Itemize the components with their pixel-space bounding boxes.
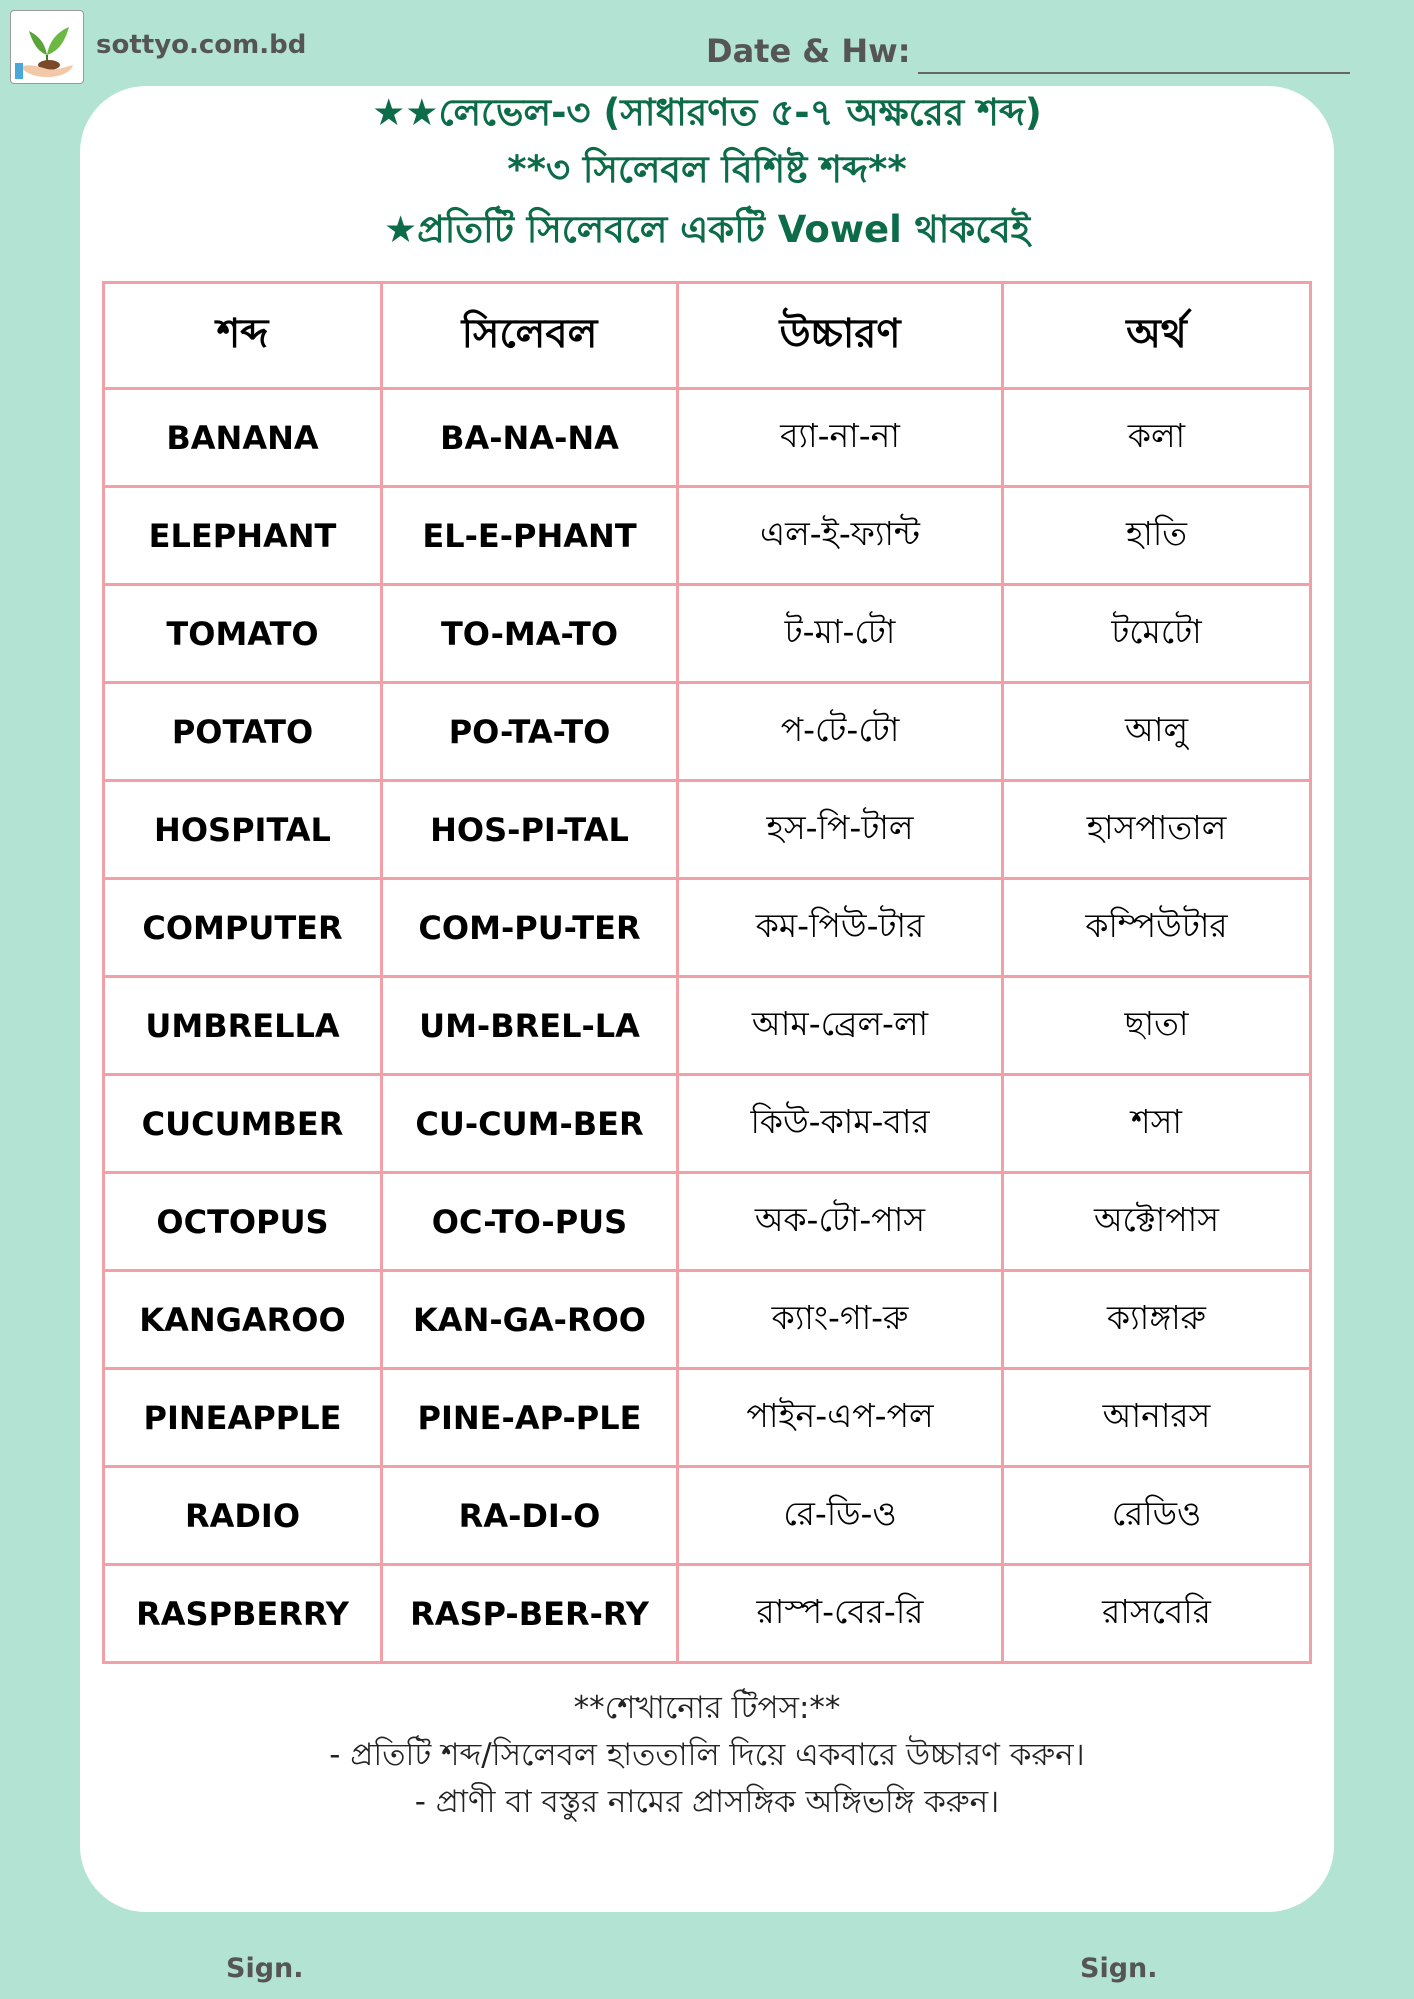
cell-syllable: PINE-AP-PLE <box>382 1369 678 1467</box>
cell-word: TOMATO <box>104 585 382 683</box>
table-row <box>104 1565 1311 1663</box>
cell-meaning: ছাতা <box>1003 977 1311 1075</box>
cell-meaning: রেডিও <box>1003 1467 1311 1565</box>
sign-left: Sign. <box>226 1953 304 1984</box>
syllable-table <box>102 281 1312 1664</box>
table-row <box>104 879 1311 977</box>
tips-line-clap: - প্রতিটি শব্দ/সিলেবল হাততালি দিয়ে একবারে উচ্চারণ করুন। <box>329 1737 1085 1773</box>
cell-word: CUCUMBER <box>104 1075 382 1173</box>
table-row <box>104 487 1311 585</box>
cell-meaning: রাসবেরি <box>1003 1565 1311 1663</box>
cell-syllable: HOS-PI-TAL <box>382 781 678 879</box>
cell-word: POTATO <box>104 683 382 781</box>
cell-pronunciation: প-টে-টো <box>678 683 1003 781</box>
cell-word: KANGAROO <box>104 1271 382 1369</box>
table-row <box>104 1369 1311 1467</box>
title-vowel-rule: ★প্রতিটি সিলেবলে একটি Vowel থাকবেই <box>384 208 1030 251</box>
cell-pronunciation: ক্যাং-গা-রু <box>678 1271 1003 1369</box>
cell-meaning: আনারস <box>1003 1369 1311 1467</box>
table-row <box>104 977 1311 1075</box>
cell-syllable: OC-TO-PUS <box>382 1173 678 1271</box>
cell-syllable: CU-CUM-BER <box>382 1075 678 1173</box>
cell-syllable: UM-BREL-LA <box>382 977 678 1075</box>
sign-right: Sign. <box>1080 1953 1158 1984</box>
cell-word: PINEAPPLE <box>104 1369 382 1467</box>
cell-pronunciation: রাস্প-বের-রি <box>678 1565 1003 1663</box>
cell-word: OCTOPUS <box>104 1173 382 1271</box>
cell-meaning: কম্পিউটার <box>1003 879 1311 977</box>
table-row <box>104 1075 1311 1173</box>
cell-syllable: EL-E-PHANT <box>382 487 678 585</box>
cell-pronunciation: কিউ-কাম-বার <box>678 1075 1003 1173</box>
cell-word: ELEPHANT <box>104 487 382 585</box>
cell-meaning: হাসপাতাল <box>1003 781 1311 879</box>
cell-pronunciation: কম-পিউ-টার <box>678 879 1003 977</box>
cell-syllable: TO-MA-TO <box>382 585 678 683</box>
date-hw-line <box>918 72 1350 74</box>
cell-meaning: অক্টোপাস <box>1003 1173 1311 1271</box>
table-header-row <box>104 283 1311 389</box>
title-subtitle: **৩ সিলেবল বিশিষ্ট শব্দ** <box>507 148 907 191</box>
cell-pronunciation: রে-ডি-ও <box>678 1467 1003 1565</box>
cell-syllable: COM-PU-TER <box>382 879 678 977</box>
cell-pronunciation: ট-মা-টো <box>678 585 1003 683</box>
cell-syllable: BA-NA-NA <box>382 389 678 487</box>
cell-pronunciation: এল-ই-ফ্যান্ট <box>678 487 1003 585</box>
cell-meaning: ক্যাঙ্গারু <box>1003 1271 1311 1369</box>
cell-word: UMBRELLA <box>104 977 382 1075</box>
table-row <box>104 389 1311 487</box>
site-name: sottyo.com.bd <box>96 30 307 60</box>
cell-word: RADIO <box>104 1467 382 1565</box>
date-hw-label: Date & Hw: <box>706 32 911 70</box>
cell-word: HOSPITAL <box>104 781 382 879</box>
header-meaning: অর্থ <box>1003 283 1311 389</box>
header-syllable: সিলেবল <box>382 283 678 389</box>
cell-word: BANANA <box>104 389 382 487</box>
table-row <box>104 1467 1311 1565</box>
cell-meaning: আলু <box>1003 683 1311 781</box>
cell-syllable: PO-TA-TO <box>382 683 678 781</box>
cell-pronunciation: অক-টো-পাস <box>678 1173 1003 1271</box>
cell-pronunciation: ব্যা-না-না <box>678 389 1003 487</box>
table-row <box>104 1271 1311 1369</box>
plant-in-hand-icon <box>11 11 83 83</box>
site-logo <box>10 10 84 84</box>
table-row <box>104 1173 1311 1271</box>
title-level: ★★লেভেল-৩ (সাধারণত ৫-৭ অক্ষরের শব্দ) <box>372 91 1042 134</box>
cell-meaning: কলা <box>1003 389 1311 487</box>
cell-word: RASPBERRY <box>104 1565 382 1663</box>
cell-syllable: RASP-BER-RY <box>382 1565 678 1663</box>
tips-title: **শেখানোর টিপস:** <box>573 1690 841 1726</box>
tips-line-gesture: - প্রাণী বা বস্তুর নামের প্রাসঙ্গিক অঙ্গিভঙ্গি করুন। <box>414 1784 1000 1820</box>
cell-meaning: টমেটো <box>1003 585 1311 683</box>
cell-pronunciation: আম-ব্রেল-লা <box>678 977 1003 1075</box>
table-row <box>104 585 1311 683</box>
cell-pronunciation: পাইন-এপ-পল <box>678 1369 1003 1467</box>
cell-meaning: শসা <box>1003 1075 1311 1173</box>
table-row <box>104 781 1311 879</box>
cell-pronunciation: হস-পি-টাল <box>678 781 1003 879</box>
cell-syllable: RA-DI-O <box>382 1467 678 1565</box>
table-row <box>104 683 1311 781</box>
cell-meaning: হাতি <box>1003 487 1311 585</box>
header-pronunciation: উচ্চারণ <box>678 283 1003 389</box>
cell-word: COMPUTER <box>104 879 382 977</box>
cell-syllable: KAN-GA-ROO <box>382 1271 678 1369</box>
header-word: শব্দ <box>104 283 382 389</box>
